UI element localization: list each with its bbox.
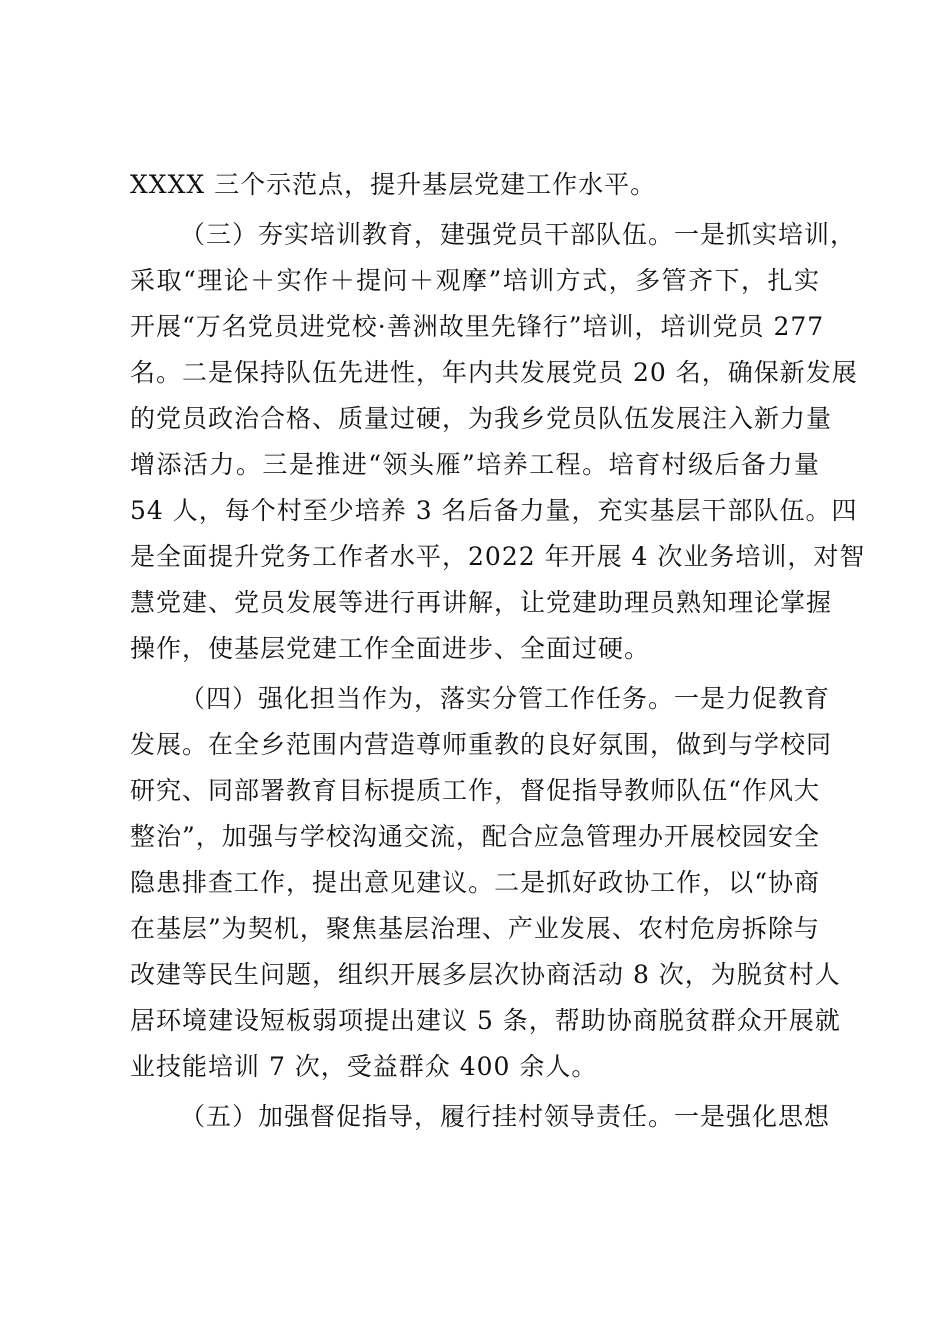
text-line: 居环境建设短板弱项提出建议 5 条，帮助协商脱贫群众开展就: [130, 1006, 841, 1035]
text-line: 的党员政治合格、质量过硬，为我乡党员队伍发展注入新力量: [130, 404, 833, 433]
document-page: [130, 162, 866, 1140]
text-line: 改建等民生问题，组织开展多层次协商活动 8 次，为脱贫村人: [130, 960, 841, 989]
text-line: 慧党建、党员发展等进行再讲解，让党建助理员熟知理论掌握: [130, 588, 833, 617]
section-heading-line: （三）夯实培训教育，建强党员干部队伍。一是抓实培训，: [180, 220, 857, 249]
section-heading-line: （四）强化担当作为，落实分管工作任务。一是力促教育: [180, 684, 831, 713]
text-line: 业技能培训 7 次，受益群众 400 余人。: [130, 1052, 598, 1081]
text-line: 54 人，每个村至少培养 3 名后备力量，充实基层干部队伍。四: [130, 496, 858, 525]
section-heading-line: （五）加强督促指导，履行挂村领导责任。一是强化思想: [180, 1102, 831, 1131]
text-line: 是全面提升党务工作者水平，2022 年开展 4 次业务培训，对智: [130, 542, 866, 571]
paragraph-section-three: [130, 212, 866, 672]
text-line: 操作，使基层党建工作全面进步、全面过硬。: [130, 634, 651, 663]
text-line: 名。二是保持队伍先进性，年内共发展党员 20 名，确保新发展: [130, 358, 858, 387]
text-line: 研究、同部署教育目标提质工作，督促指导教师队伍“作风大: [130, 776, 820, 805]
text-line: 发展。在全乡范围内营造尊师重教的良好氛围，做到与学校同: [130, 730, 833, 759]
paragraph-continuation: [130, 162, 820, 208]
paragraph-section-four: [130, 676, 841, 1090]
text-line: 开展“万名党员进党校·善洲故里先锋行”培训，培训党员 277: [130, 312, 825, 341]
text-line: 在基层”为契机，聚焦基层治理、产业发展、农村危房拆除与: [130, 914, 820, 943]
text-line: 增添活力。三是推进“领头雁”培养工程。培育村级后备力量: [130, 450, 820, 479]
text-line: 隐患排查工作，提出意见建议。二是抓好政协工作，以“协商: [130, 868, 820, 897]
text-line: 采取“理论＋实作＋提问＋观摩”培训方式，多管齐下，扎实: [130, 266, 820, 295]
paragraph-section-five: [130, 1094, 831, 1140]
text-line: XXXX 三个示范点，提升基层党建工作水平。: [130, 170, 657, 199]
text-line: 整治”，加强与学校沟通交流，配合应急管理办开展校园安全: [130, 822, 820, 851]
